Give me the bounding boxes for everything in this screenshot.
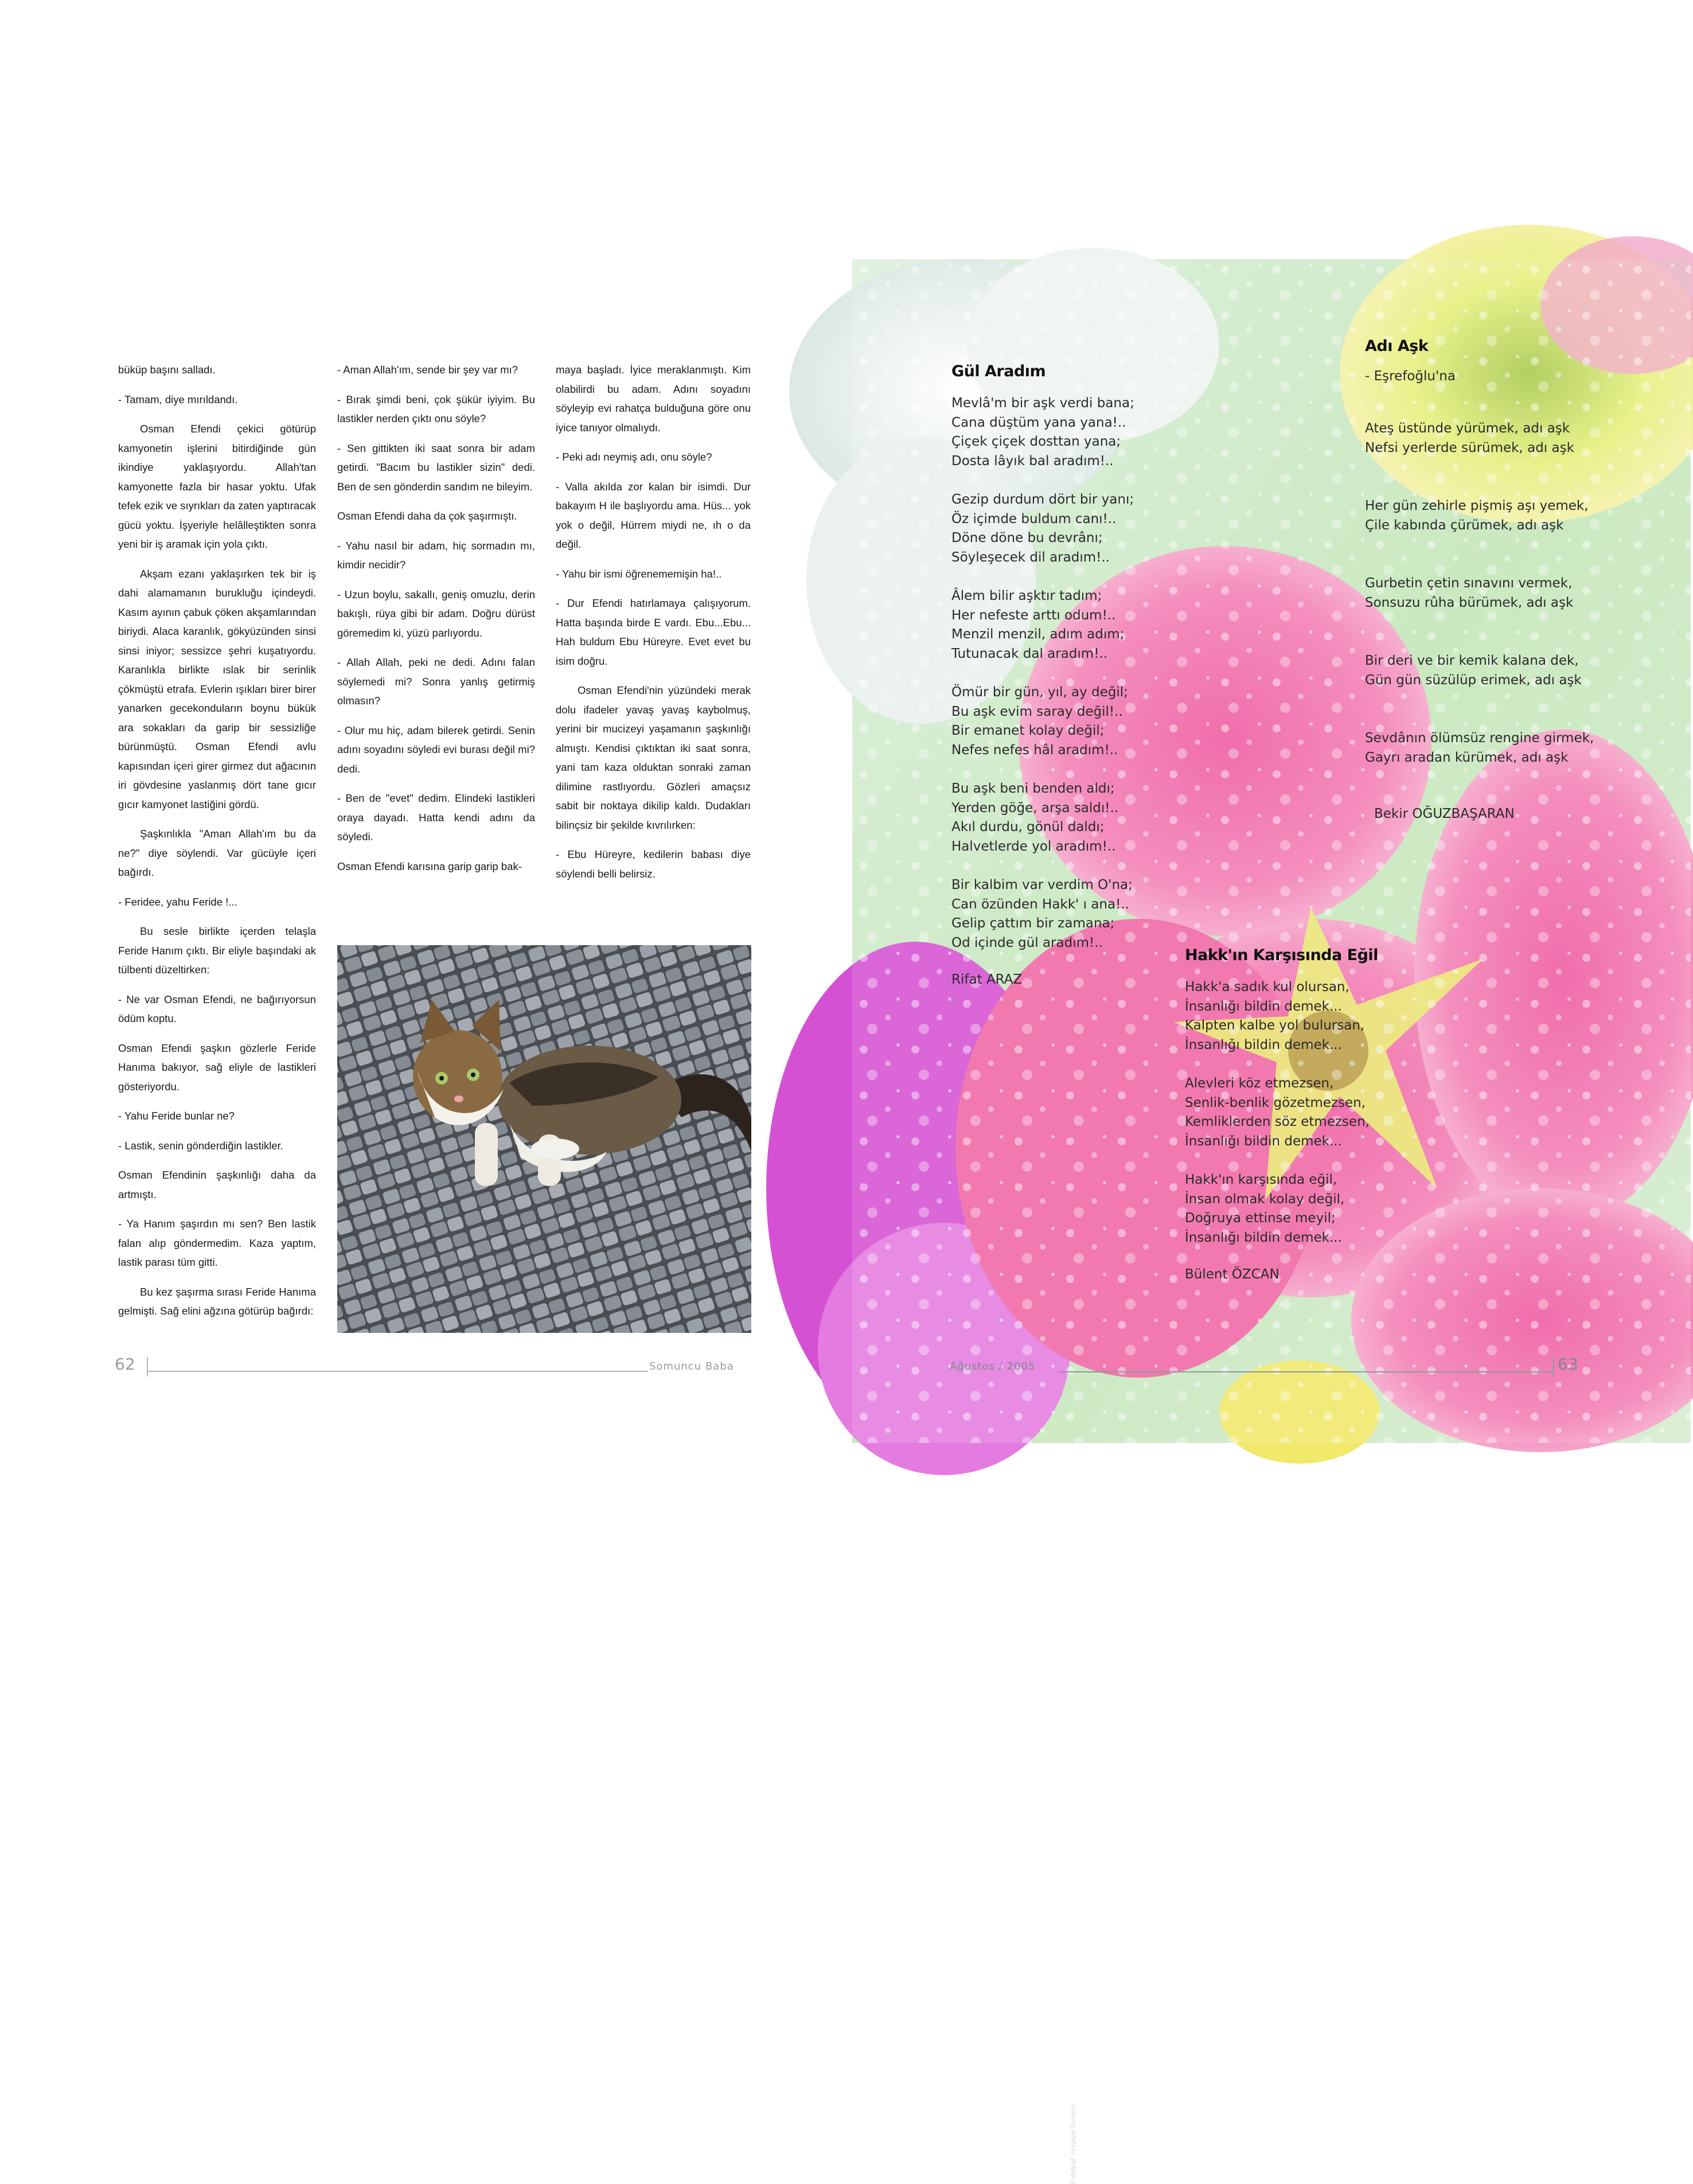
- right-page: [852, 259, 1691, 1443]
- poem-line: Senlik-benlik gözetmezsen,: [1185, 1095, 1366, 1110]
- story-paragraph: - Yahu bir ismi öğrenememişin ha!..: [556, 567, 722, 580]
- story-paragraph: - Yahu nasıl bir adam, hiç sormadın mı, kimdir necidir?: [337, 539, 535, 571]
- poem-title: Adı Aşk: [1365, 337, 1429, 355]
- footer-rule-tick: [147, 1357, 148, 1376]
- poem-line: Ateş üstünde yürümek, adı aşk: [1365, 421, 1570, 436]
- poem-line: Bu aşk evim saray değil!..: [951, 704, 1123, 719]
- poem-line: Can özünden Hakk' ı ana!..: [951, 896, 1129, 912]
- photo-credit: Fotoğraf: Hüseyin Demirci: [1069, 2104, 1077, 2184]
- poem-line: İnsan olmak kolay değil,: [1185, 1191, 1345, 1207]
- page-number: 62: [115, 1355, 135, 1374]
- story-paragraph: - Olur mu hiç, adam bilerek getirdi. Senin adını soyadını söyledi evi burası değil mi? dedi.: [337, 724, 535, 775]
- story-paragraph: Osman Efendi karısına garip garip bak-: [337, 860, 522, 872]
- poem-line: İnsanlığı bildin demek...: [1185, 999, 1342, 1014]
- story-paragraph: - Ne var Osman Efendi, ne bağırıyorsun ödüm koptu.: [118, 993, 316, 1024]
- story-paragraph: maya başladı. İyice meraklanmıştı. Kim olabilirdi bu adam. Adını soyadını söyleyip evi rahatça bulduğuna göre onu iyice tanıyor olmalıydı.: [556, 364, 751, 434]
- poem-line: İnsanlığı bildin demek...: [1185, 1037, 1342, 1052]
- poem-line: Sevdânın ölümsüz rengine girmek,: [1365, 731, 1594, 746]
- poem-line: Ömür bir gün, yıl, ay değil;: [951, 685, 1128, 700]
- magazine-name: Somuncu Baba: [649, 1360, 734, 1372]
- poem-line: Çile kabında çürümek, adı aşk: [1365, 517, 1564, 533]
- poem-line: İnsanlığı bildin demek...: [1185, 1133, 1342, 1149]
- story-paragraph: Bu sesle birlikte içerden telaşla Feride Hanım çıktı. Bir eliyle başındaki ak tülbenti düzeltirken:: [118, 925, 316, 976]
- poem-stanza: [1365, 729, 1594, 767]
- story-column-1: [118, 360, 316, 1331]
- story-paragraph: - Lastik, senin gönderdiğin lastikler.: [118, 1139, 283, 1152]
- story-paragraph: Şaşkınlıkla "Aman Allah'ım bu da ne?" diye söylendi. Var gücüyle içeri bağırdı.: [118, 828, 316, 878]
- poem-stanzas: [1185, 978, 1378, 1247]
- story-paragraph: - Valla akılda zor kalan bir isimdi. Dur bakayım H ile başlıyordu ama. Hüs... yok yok o değil, Hürrem miydi ne, ıh o da değil.: [556, 480, 751, 550]
- story-paragraph: Osman Efendi şaşkın gözlerle Feride Hanıma bakıyor, sağ eliyle de lastikleri gösteriyordu.: [118, 1042, 316, 1093]
- poem-stanza: [951, 394, 1134, 471]
- story-paragraph: - Dur Efendi hatırlamaya çalışıyorum. Hatta başında birde E vardı. Ebu...Ebu... Hah buldum Ebu Hüreyre. Evet evet bu isim doğru.: [556, 597, 751, 667]
- poem-stanza: [1365, 652, 1594, 690]
- poem-line: Gelip çattım bir zamana;: [951, 916, 1115, 931]
- poem-stanza: [1365, 419, 1594, 458]
- poem-hakkin-karsisinda-egil: [1185, 946, 1378, 1282]
- poem-stanzas: [1365, 419, 1594, 767]
- poem-author: Bekir OĞUZBAŞARAN: [1374, 806, 1515, 821]
- poem-line: Doğruya ettinse meyil;: [1185, 1211, 1336, 1226]
- story-paragraph: - Ebu Hüreyre, kedilerin babası diye söylendi belli belirsiz.: [556, 848, 751, 880]
- poem-line: Gayrı aradan kürümek, adı aşk: [1365, 750, 1569, 765]
- story-paragraph: - Uzun boylu, sakallı, geniş omuzlu, derin bakışlı, rüya gibi bir adam. Doğru dürüst göremedim ki, yüzü parlıyordu.: [337, 588, 535, 639]
- story-paragraph: Bu kez şaşırma sırası Feride Hanıma gelmişti. Sağ elini ağzına götürüp bağırdı:: [118, 1285, 316, 1317]
- poem-line: Âlem bilir aşktır tadım;: [951, 588, 1102, 603]
- story-paragraph: - Bırak şimdi beni, çok şükür iyiyim. Bu lastikler nerden çıktı onu söyle?: [337, 393, 535, 424]
- story-paragraph: Osman Efendi'nin yüzündeki merak dolu ifadeler yavaş yavaş kaybolmuş, yerini bir mucizeyi yaşamanın şaşkınlığı almıştı. Kendisi çıktıktan iki saat sonra, yani tam kaza olduktan sonraki zaman dilimine rastlıyordu. Gözleri amaçsız sabit bir noktaya dikilip kaldı. Dudakları bilinçsiz bir şekilde kıvrılırken:: [556, 684, 751, 831]
- issue-date: Ağustos / 2005: [950, 1360, 1036, 1372]
- poem-line: Menzil menzil, adım adım;: [951, 627, 1125, 642]
- poem-line: Kemliklerden söz etmezsen,: [1185, 1114, 1370, 1129]
- poem-stanzas: [951, 394, 1134, 953]
- poem-gul-aradim: [951, 362, 1134, 987]
- story-paragraph: Akşam ezanı yaklaşırken tek bir iş dahi alamamanın burukluğu içindeydi. Kasım ayının çabuk çöken akşamlarından biriydi. Alaca karanlık, gökyüzünden sinsi sinsi iniyor; sessizce şehri kuşatıyordu. Karanlıkla birlikte ıslak bir serinlik çökmüştü etrafa. Evlerin ışıkları birer birer yanarken gecekonduların boynu bükük ara sokakları da garip bir sessizliğe bürünmüştü. Osman Efendi avlu kapısından içeri girer girmez dut ağacının iri gövdesine yaslanmış dört tane gıcır gıcır kamyonet lastiğini gördü.: [118, 567, 316, 810]
- poem-dedication: - Eşrefoğlu'na: [1365, 369, 1456, 384]
- poem-author: Bülent ÖZCAN: [1185, 1267, 1279, 1282]
- poem-line: Cana düştüm yana yana!..: [951, 415, 1126, 430]
- poem-line: Alevleri köz etmezsen,: [1185, 1076, 1334, 1091]
- poem-line: Kalpten kalbe yol bulursan,: [1185, 1018, 1365, 1033]
- story-paragraph: - Sen gittikten iki saat sonra bir adam getirdi. "Bacım bu lastikler sizin" dedi. Ben de sen gönderdin sandım ne bileyim.: [337, 442, 535, 493]
- poem-line: Bir deri ve bir kemik kalana dek,: [1365, 653, 1579, 668]
- story-paragraph: - Allah Allah, peki ne dedi. Adını falan söylemedi mi? Sonra yanlış getirmiş olmasın?: [337, 656, 535, 707]
- poem-author: Rifat ARAZ: [951, 972, 1023, 987]
- story-column-3: [556, 360, 751, 894]
- poem-line: İnsanlığı bildin demek...: [1185, 1230, 1342, 1245]
- footer-rule: [147, 1371, 648, 1372]
- poem-line: Bir emanet kolay değil;: [951, 723, 1105, 738]
- story-paragraph: - Ya Hanım şaşırdın mı sen? Ben lastik falan alıp göndermedim. Kaza yaptım, lastik parası tüm gitti.: [118, 1218, 316, 1268]
- story-column-2: [337, 360, 535, 886]
- poem-line: Gurbetin çetin sınavını vermek,: [1365, 576, 1573, 591]
- poem-stanza: [951, 876, 1134, 953]
- poem-stanza: [1365, 497, 1594, 535]
- story-paragraph: - Aman Allah'ım, sende bir şey var mı?: [337, 364, 518, 376]
- poem-stanza: [1365, 574, 1594, 613]
- poem-line: Söyleşecek dil aradım!..: [951, 549, 1110, 565]
- poem-stanza: [951, 490, 1134, 567]
- story-paragraph: - Ben de "evet" dedim. Elindeki lastikleri oraya dayadı. Hatta kendi adını da söyledi.: [337, 792, 535, 843]
- poem-stanza: [1185, 978, 1378, 1055]
- poem-line: Bir kalbim var verdim O'na;: [951, 877, 1133, 892]
- footer-rule: [1059, 1371, 1552, 1372]
- story-paragraph: - Yahu Feride bunlar ne?: [118, 1110, 235, 1122]
- story-paragraph: - Feridee, yahu Feride !...: [118, 895, 237, 908]
- poem-line: Hakk'a sadık kul olursan,: [1185, 980, 1349, 994]
- poem-line: Halvetlerde yol aradım!..: [951, 838, 1116, 854]
- poem-line: Tutunacak dal aradım!..: [951, 646, 1108, 661]
- poem-adi-ask: [1365, 337, 1594, 821]
- poem-line: Bu aşk beni benden aldı;: [951, 781, 1115, 796]
- footer-rule-tick: [1553, 1357, 1554, 1376]
- poem-title: Gül Aradım: [951, 362, 1046, 380]
- poem-stanza: [1185, 1074, 1378, 1151]
- poem-line: Öz içimde buldum canı!..: [951, 511, 1117, 526]
- story-paragraph: büküp başını salladı.: [118, 364, 216, 376]
- page-number: 63: [1558, 1355, 1578, 1374]
- story-paragraph: Osman Efendinin şaşkınlığı daha da artmıştı.: [118, 1169, 316, 1200]
- poem-stanza: [951, 779, 1134, 856]
- story-paragraph: - Tamam, diye mırıldandı.: [118, 393, 238, 405]
- poem-line: Döne döne bu devrânı;: [951, 531, 1103, 545]
- poem-line: Mevlâ'm bir aşk verdi bana;: [951, 396, 1134, 411]
- poem-stanza: [951, 587, 1134, 664]
- poem-line: Gezip durdum dört bir yanı;: [951, 492, 1134, 507]
- story-paragraph: - Peki adı neymiş adı, onu söyle?: [556, 451, 712, 463]
- poem-stanza: [1185, 1171, 1378, 1247]
- poem-title: Hakk'ın Karşısında Eğil: [1185, 946, 1378, 964]
- poem-line: Hakk'ın karşısında eğil,: [1185, 1172, 1337, 1187]
- poem-line: Her gün zehirle pişmiş aşı yemek,: [1365, 498, 1589, 513]
- poem-line: Sonsuzu rûha bürümek, adı aşk: [1365, 595, 1574, 610]
- poem-line: Yerden göğe, arşa saldı!..: [951, 800, 1119, 816]
- poem-line: Gün gün süzülüp erimek, adı aşk: [1365, 672, 1582, 688]
- poem-line: Nefes nefes hâl aradım!..: [951, 742, 1118, 758]
- poem-line: Her nefeste arttı odum!..: [951, 607, 1116, 623]
- poem-line: Çiçek çiçek dosttan yana;: [951, 434, 1121, 449]
- story-paragraph: Osman Efendi çekici götürüp kamyonetin işlerini bitirdiğinde gün ikindiye yaklaşıyordu. Allah'tan kamyonette fazla bir hasar yoktu. Ufak tefek ezik ve sıyrıkları da zaten yaptıracak gücü yoktu. İşyeriyle helâlleştikten sonra yeni bir iş aramak için yola çıktı.: [118, 423, 316, 550]
- poem-line: Od içinde gül aradım!..: [951, 935, 1103, 950]
- poem-line: Dosta lâyık bal aradım!..: [951, 453, 1114, 469]
- story-paragraph: Osman Efendi daha da çok şaşırmıştı.: [337, 510, 517, 522]
- poem-line: Akıl durdu, gönül daldı;: [951, 820, 1105, 834]
- poem-line: Nefsi yerlerde sürümek, adı aşk: [1365, 440, 1574, 455]
- poem-stanza: [951, 683, 1134, 760]
